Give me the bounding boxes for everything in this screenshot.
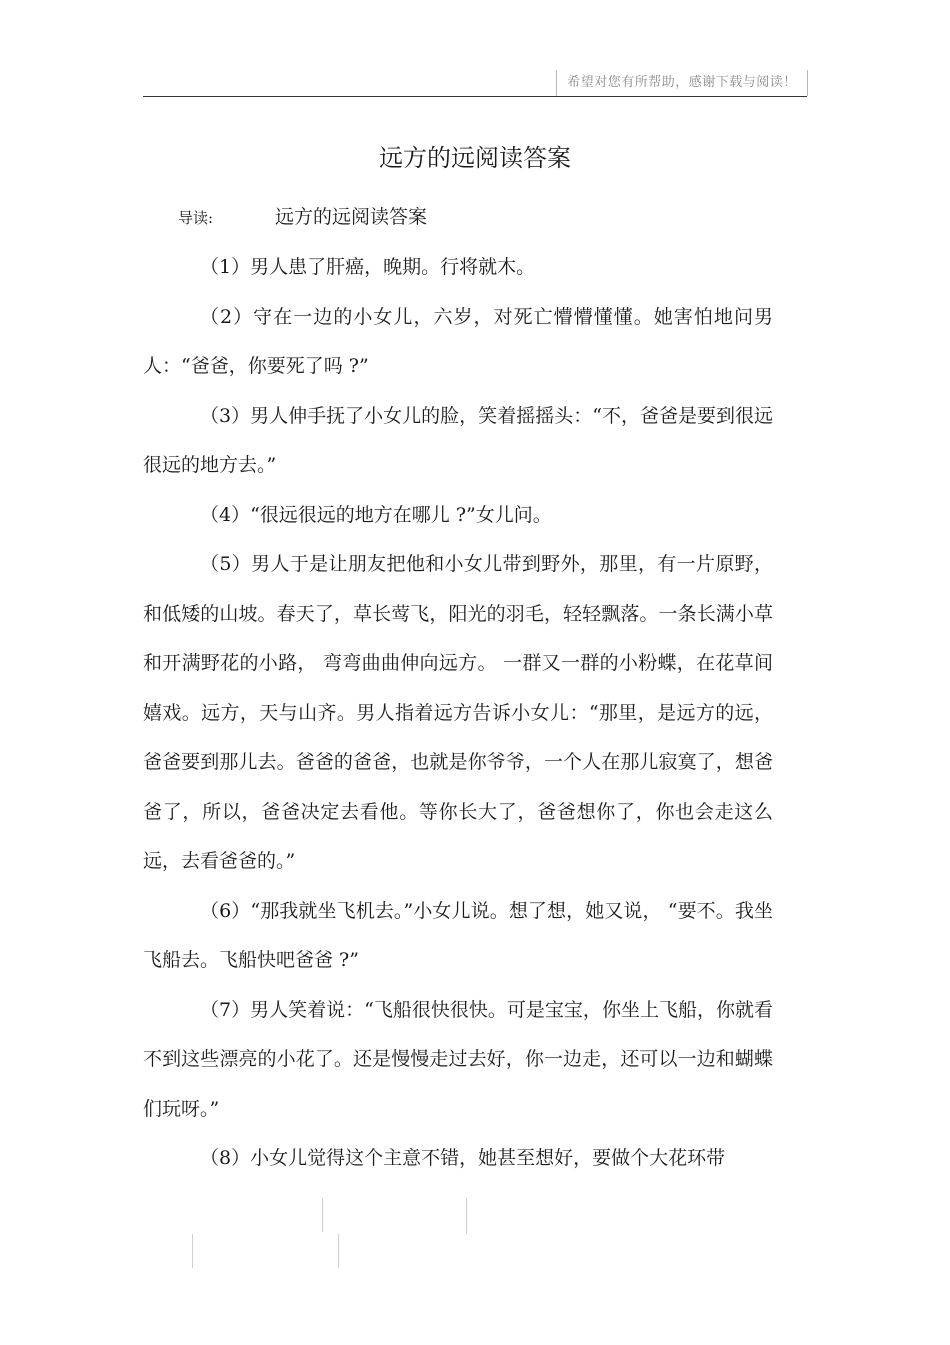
scan-mark-line xyxy=(466,1198,467,1234)
paragraph-6: （6）“那我就坐飞机去。”小女儿说。想了想，她又说， “要不。我坐飞船去。飞船快吧爸爸 ?” xyxy=(143,899,773,971)
scan-mark-line xyxy=(338,1234,339,1268)
header-note: 希望对您有所帮助，感谢下载与阅读！ xyxy=(556,70,808,96)
intro-line xyxy=(178,203,427,232)
intro-label: 导读: xyxy=(178,209,214,227)
scan-mark-line xyxy=(322,1198,323,1232)
article-body xyxy=(143,243,773,1184)
paragraph-2: （2）守在一边的小女儿，六岁，对死亡懵懵懂懂。她害怕地问男人：“爸爸，你要死了吗 ?” xyxy=(143,305,773,377)
scan-mark-line xyxy=(192,1234,193,1268)
paragraph-3: （3）男人伸手抚了小女儿的脸，笑着摇摇头：“不，爸爸是要到很远很远的地方去。” xyxy=(143,404,773,476)
header-rule xyxy=(143,96,807,97)
paragraph-7: （7）男人笑着说：“飞船很快很快。可是宝宝，你坐上飞船，你就看不到这些漂亮的小花了。还是慢慢走过去好，你一边走，还可以一边和蝴蝶们玩呀。” xyxy=(143,998,773,1120)
intro-text: 远方的远阅读答案 xyxy=(275,206,428,228)
document-title: 远方的远阅读答案 xyxy=(379,144,571,173)
paragraph-8: （8）小女儿觉得这个主意不错，她甚至想好，要做个大花环带 xyxy=(200,1147,726,1169)
paragraph-1: （1）男人患了肝癌，晚期。行将就木。 xyxy=(200,256,536,278)
paragraph-5: （5）男人于是让朋友把他和小女儿带到野外，那里，有一片原野，和低矮的山坡。春天了，草长莺飞，阳光的羽毛，轻轻飘落。一条长满小草和开满野花的小路， 弯弯曲曲伸向远方。 一群又一群的小粉蝶，在花草间嬉戏。远方，天与山齐。男人指着远方告诉小女儿：“那里，是远方的远，爸爸要到那儿去。爸爸的爸爸，也就是你爷爷，一个人在那儿寂寞了，想爸爸了，所以，爸爸决定去看他。等你长大了，爸爸想你了，你也会走这么远，去看爸爸的。” xyxy=(143,553,773,872)
paragraph-4: （4）“很远很远的地方在哪儿 ?”女儿问。 xyxy=(200,503,552,526)
